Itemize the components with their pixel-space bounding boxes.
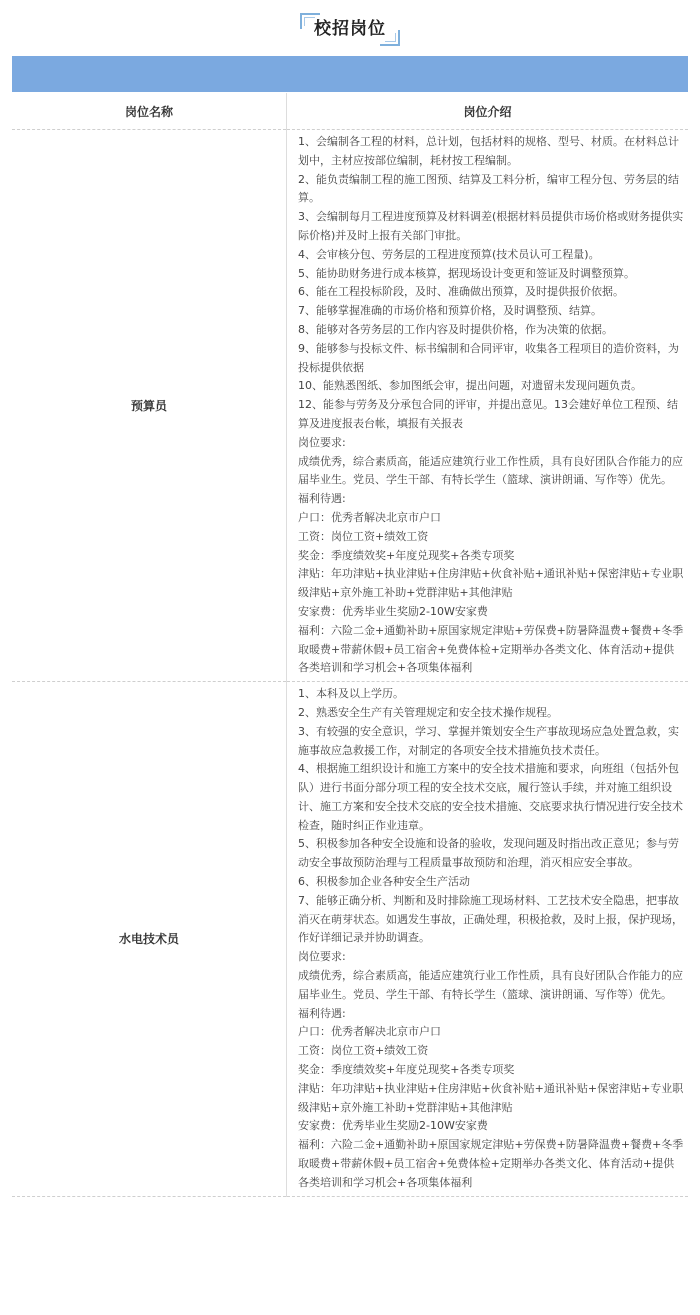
- job-description-cell: [287, 682, 689, 1197]
- description-line: 成绩优秀，综合素质高，能适应建筑行业工作性质，具有良好团队合作能力的应届毕业生。党员、学生干部、有特长学生（篮球、演讲朗诵、写作等）优先。: [298, 969, 683, 1001]
- description-line: 户口：优秀者解决北京市户口: [298, 1025, 441, 1039]
- description-line: 7、能够掌握准确的市场价格和预算价格，及时调整预、结算。: [298, 304, 602, 318]
- description-line: 5、积极参加各种安全设施和设备的验收，发现问题及时指出改正意见；参与劳动安全事故预防治理与工程质量事故预防和治理，消灭相应安全事故。: [298, 837, 679, 870]
- job-description-cell: [287, 130, 689, 682]
- description-line: 9、能够参与投标文件、标书编制和合同评审，收集各工程项目的造价资料，为投标提供依据: [298, 341, 679, 374]
- description-line: 12、能参与劳务及分承包合同的评审，并提出意见。13会建好单位工程预、结算及进度报表台帐，填报有关报表: [298, 398, 678, 430]
- description-line: 奖金：季度绩效奖+年度兑现奖+各类专项奖: [298, 548, 515, 562]
- description-line: 津贴：年功津贴+执业津贴+住房津贴+伙食补贴+通讯补贴+保密津贴+专业职级津贴+京外施工补助+党群津贴+其他津贴: [298, 1081, 684, 1114]
- job-title-cell: 预算员: [12, 130, 287, 682]
- corner-bracket-top-left-icon: [300, 13, 320, 29]
- section-title-area: [0, 8, 700, 52]
- description-line: 岗位要求:: [298, 950, 346, 964]
- description-line: 1、会编制各工程的材料，总计划，包括材料的规格、型号、材质。在材料总计划中，主材应按部位编制，耗材按工程编制。: [298, 135, 679, 167]
- description-line: 6、能在工程投标阶段，及时、准确做出预算，及时提供报价依据。: [298, 285, 624, 299]
- description-line: 4、根据施工组织设计和施工方案中的安全技术措施和要求，向班组（包括外包队）进行书面分部分项工程的安全技术交底，履行签认手续，并对施工组织设计、施工方案和安全技术交底的安全技术措施、交底要求执行情况进行安全技术检查，随时纠正作业违章。: [298, 762, 683, 832]
- jobs-table: [12, 93, 688, 1197]
- description-line: 2、能负责编制工程的施工图预、结算及工料分析，编审工程分包、劳务层的结算。: [298, 172, 679, 205]
- table-row: [12, 682, 688, 1197]
- description-line: 津贴：年功津贴+执业津贴+住房津贴+伙食补贴+通讯补贴+保密津贴+专业职级津贴+京外施工补助+党群津贴+其他津贴: [298, 567, 684, 600]
- description-line: 奖金：季度绩效奖+年度兑现奖+各类专项奖: [298, 1063, 515, 1077]
- page-title: 校招岗位: [314, 19, 386, 39]
- description-line: 3、会编制每月工程进度预算及材料调差(根据材料员提供市场价格或财务提供实际价格)并及时上报有关部门审批。: [298, 210, 684, 242]
- description-line: 1、本科及以上学历。: [298, 687, 404, 701]
- column-header-name: 岗位名称: [12, 93, 287, 130]
- description-line: 工资：岗位工资+绩效工资: [298, 529, 429, 543]
- description-line: 户口：优秀者解决北京市户口: [298, 510, 441, 524]
- description-line: 2、熟悉安全生产有关管理规定和安全技术操作规程。: [298, 705, 558, 719]
- description-line: 7、能够正确分析、判断和及时排除施工现场材料、工艺技术安全隐患，把事故消灭在萌芽状态。如遇发生事故，正确处理，积极抢救，及时上报，保护现场，作好详细记录并协助调查。: [298, 893, 683, 945]
- job-title-cell: 水电技术员: [12, 682, 287, 1197]
- table-header-row: [12, 93, 688, 130]
- description-line: 福利待遇:: [298, 492, 346, 506]
- description-line: 3、有较强的安全意识，学习、掌握并策划安全生产事故现场应急处置急救，实施事故应急救援工作，对制定的各项安全技术措施负技术责任。: [298, 724, 679, 757]
- description-line: 安家费：优秀毕业生奖励2-10W安家费: [298, 604, 488, 618]
- column-header-intro: 岗位介绍: [287, 93, 689, 130]
- description-line: 6、积极参加企业各种安全生产活动: [298, 875, 470, 889]
- corner-bracket-bottom-right-icon: [380, 30, 400, 46]
- table-row: [12, 130, 688, 682]
- description-line: 岗位要求:: [298, 435, 346, 449]
- description-line: 福利待遇:: [298, 1006, 346, 1020]
- description-line: 福利：六险二金+通勤补助+原国家规定津贴+劳保费+防暑降温费+餐费+冬季取暖费+带薪休假+员工宿舍+免费体检+定期举办各类文化、体育活动+提供各类培训和学习机会+各项集体福利: [298, 623, 684, 675]
- table-body: [12, 130, 688, 1197]
- description-line: 10、能熟悉图纸、参加图纸会审，提出问题，对遗留未发现问题负责。: [298, 379, 642, 393]
- header-banner: [12, 56, 688, 92]
- description-line: 工资：岗位工资+绩效工资: [298, 1044, 429, 1058]
- section-title-frame: [306, 10, 394, 42]
- description-line: 5、能协助财务进行成本核算，据现场设计变更和签证及时调整预算。: [298, 266, 635, 280]
- description-line: 4、会审核分包、劳务层的工程进度预算(技术员认可工程量)。: [298, 247, 600, 261]
- description-line: 成绩优秀，综合素质高，能适应建筑行业工作性质，具有良好团队合作能力的应届毕业生。党员、学生干部、有特长学生（篮球、演讲朗诵、写作等）优先。: [298, 454, 683, 487]
- description-line: 安家费：优秀毕业生奖励2-10W安家费: [298, 1119, 488, 1133]
- description-line: 福利：六险二金+通勤补助+原国家规定津贴+劳保费+防暑降温费+餐费+冬季取暖费+带薪休假+员工宿舍+免费体检+定期举办各类文化、体育活动+提供各类培训和学习机会+各项集体福利: [298, 1138, 684, 1189]
- description-line: 8、能够对各劳务层的工作内容及时提供价格，作为决策的依据。: [298, 322, 613, 336]
